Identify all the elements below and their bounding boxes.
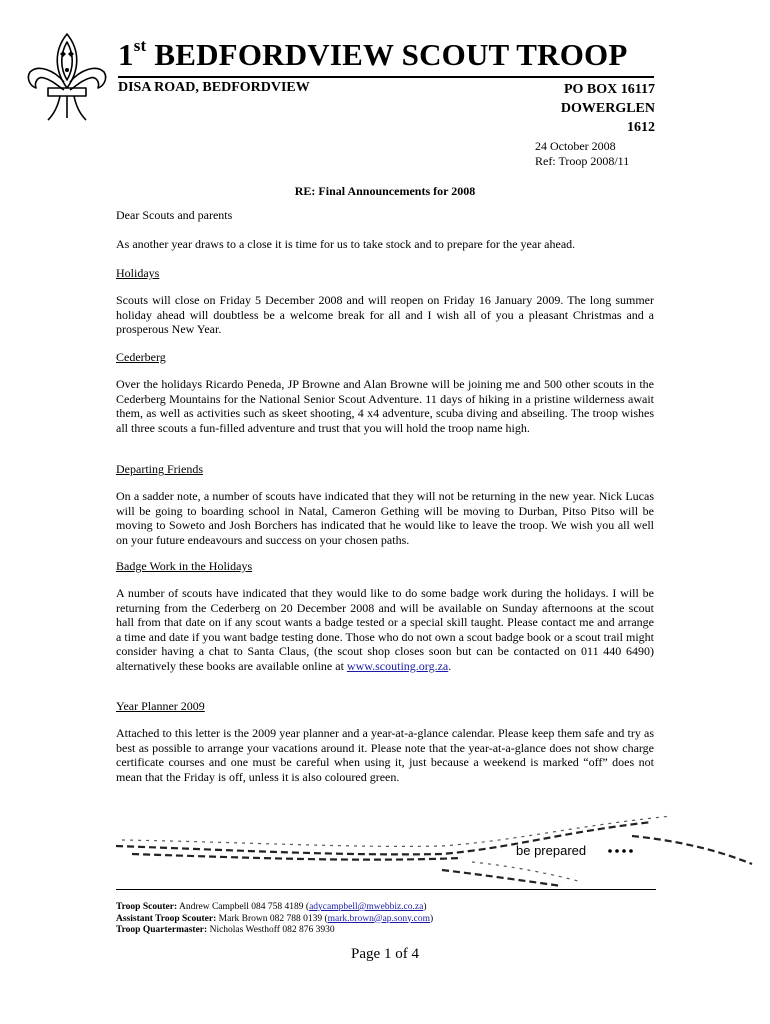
letter-date: 24 October 2008: [535, 139, 616, 153]
footer-line-assistant-scouter: Assistant Troop Scouter: Mark Brown 082 788 0139 (mark.brown@ap.sony.com): [116, 913, 434, 924]
troop-scouter-email-link[interactable]: adycampbell@mwebbiz.co.za: [309, 902, 424, 912]
paragraph-year-planner: Attached to this letter is the 2009 year planner and a year-at-a-glance calendar. Please keep them safe and try as best as possible to arrange your vacations around it. Please note that the year-at-a-glance does not show charge certificate courses and one must be careful when using it, just because a weekend is marked “off” does not mean that the Friday is off, unless it is also coloured green.: [116, 726, 654, 784]
footer-line-quartermaster: Troop Quartermaster: Nicholas Westhoff 082 876 3930: [116, 925, 335, 935]
page-number: Page 1 of 4: [351, 946, 419, 962]
assistant-scouter-email-link[interactable]: mark.brown@ap.sony.com: [327, 913, 430, 924]
be-prepared-banner: [112, 812, 762, 892]
contact-footer: [116, 902, 433, 937]
heading-badge-work: Badge Work in the Holidays: [116, 559, 253, 573]
title-underline: [118, 76, 654, 78]
postal-address: PO BOX 16117 DOWERGLEN 1612: [560, 82, 655, 135]
motto-text: be prepared: [516, 843, 587, 858]
greeting: Dear Scouts and parents: [116, 208, 233, 222]
heading-cederberg: Cederberg: [116, 350, 166, 364]
paragraph-departing-friends: On a sadder note, a number of scouts have indicated that they will not be returning in the new year. Nick Lucas will be going to boarding school in Natal, Cameron Gething will be moving to Durban, Pitso Pitso will be moving to Soweto and Josh Borchers has indicated that he would like to leave the troop. We wish you all well on your future endeavours and success on your chosen paths.: [116, 489, 654, 547]
street-address: DISA ROAD, BEDFORDVIEW: [118, 80, 310, 95]
letter-subject: RE: Final Announcements for 2008: [294, 184, 476, 198]
footer-divider: [116, 889, 656, 890]
heading-year-planner: Year Planner 2009: [116, 699, 205, 713]
paragraph-holidays: Scouts will close on Friday 5 December 2008 and will reopen on Friday 16 January 2009. The long summer holiday ahead will doubtless be a welcome break for all and I wish all of you a pleasant Christmas and a prosperous New Year.: [116, 293, 654, 337]
heading-departing-friends: Departing Friends: [116, 462, 203, 476]
fleur-de-lis-logo-icon: [24, 30, 110, 126]
letter-ref: Ref: Troop 2008/11: [535, 154, 630, 168]
scouting-website-link[interactable]: www.scouting.org.za: [346, 658, 449, 673]
paragraph-cederberg: Over the holidays Ricardo Peneda, JP Browne and Alan Browne will be joining me and 500 other scouts in the Cederberg Mountains for the National Senior Scout Adventure. 11 days of hiking in a pristine wilderness await them, as well as activities such as skeet shooting, 4 x4 adventure, scuba diving and abseiling. The troop wishes all three scouts a fun-filled adventure and trust that you will hold the troop name high.: [116, 377, 654, 435]
letter-meta: [535, 139, 629, 169]
paragraph-badge-work: A number of scouts have indicated that they would like to do some badge work during the holidays. I will be returning from the Cederberg on 20 December 2008 and will be available on Sunday afternoons at the scout hall from that date on if any scout wants a badge tested or a special skill taught. Please contact me and arrange a time and date if you want badge testing done. Those who do not own a scout badge book or a scout trail might consider having a chat to Santa Claus, (the scout shop closes soon but can be contacted on 011 440 6490) alternatively these books are available online at www.scouting.org.za.: [116, 586, 654, 673]
intro-paragraph: As another year draws to a close it is time for us to take stock and to prepare for the year ahead.: [116, 237, 576, 251]
heading-holidays: Holidays: [116, 266, 160, 280]
troop-title: 1st BEDFORDVIEW SCOUT TROOP: [118, 36, 628, 72]
footer-line-troop-scouter: Troop Scouter: Andrew Campbell 084 758 4189 (adycampbell@mwebbiz.co.za): [116, 902, 427, 912]
